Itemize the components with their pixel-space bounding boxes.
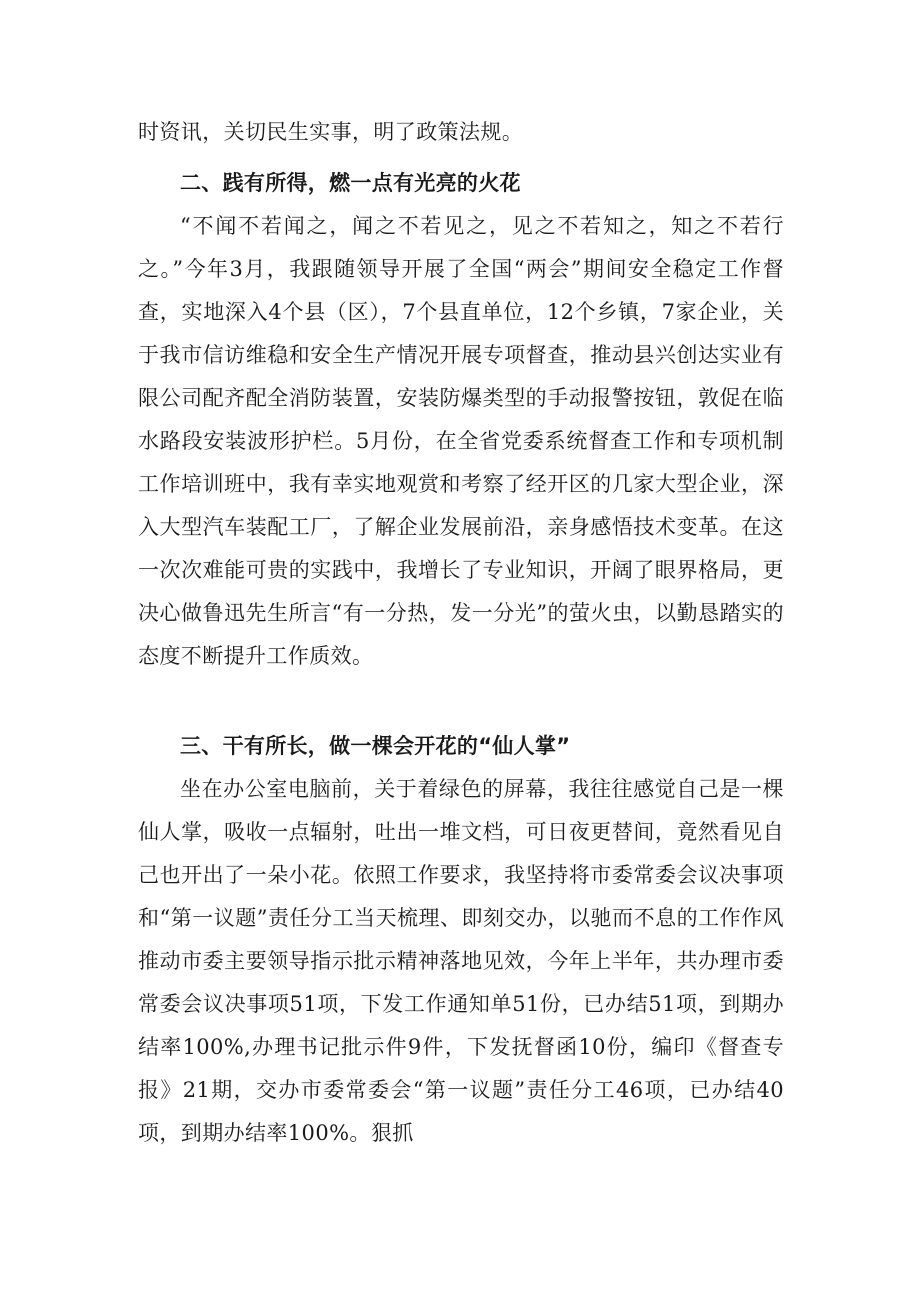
section-2-paragraph: “不闻不若闻之，闻之不若见之，见之不若知之，知之不若行之。”今年3月，我跟随领导开展了全国“两会”期间安全稳定工作督查，实地深入4个县（区），7个县直单位，12个乡镇，7家企业，关于我市信访维稳和安全生产情况开展专项督查，推动县兴创达实业有限公司配齐配全消防装置，安装防爆类型的手动报警按钮，敦促在临水路段安装波形护栏。5月份，在全省党委系统督查工作和专项机制工作培训班中，我有幸实地观赏和考察了经开区的几家大型企业，深入大型汽车装配工厂，了解企业发展前沿，亲身感悟技术变革。在这一次次难能可贵的实践中，我增长了专业知识，开阔了眼界格局，更决心做鲁迅先生所言“有一分热，发一分光”的萤火虫，以勤恳踏实的态度不断提升工作质效。 [138,214,784,668]
section-heading-3: 三、干有所长，做一棵会开花的“仙人掌” [180,734,571,758]
section-heading-2: 二、践有所得，燃一点有光亮的火花 [180,171,521,195]
paragraph-continuation: 时资讯，关切民生实事，明了政策法规。 [138,120,524,144]
section-3-paragraph: 坐在办公室电脑前，关于着绿色的屏幕，我往往感觉自己是一棵仙人掌，吸收一点辐射，吐出一堆文档，可日夜更替间，竟然看见自己也开出了一朵小花。依照工作要求，我坚持将市委常委会议决事项和“第一议题”责任分工当天梳理、即刻交办，以驰而不息的工作作风推动市委主要领导指示批示精神落地见效，今年上半年，共办理市委常委会议决事项51项，下发工作通知单51份，已办结51项，到期办结率100%,办理书记批示件9件，下发抚督函10份，编印《督查专报》21期，交办市委常委会“第一议题”责任分工46项，已办结40项，到期办结率100%。狠抓 [138,777,784,1145]
